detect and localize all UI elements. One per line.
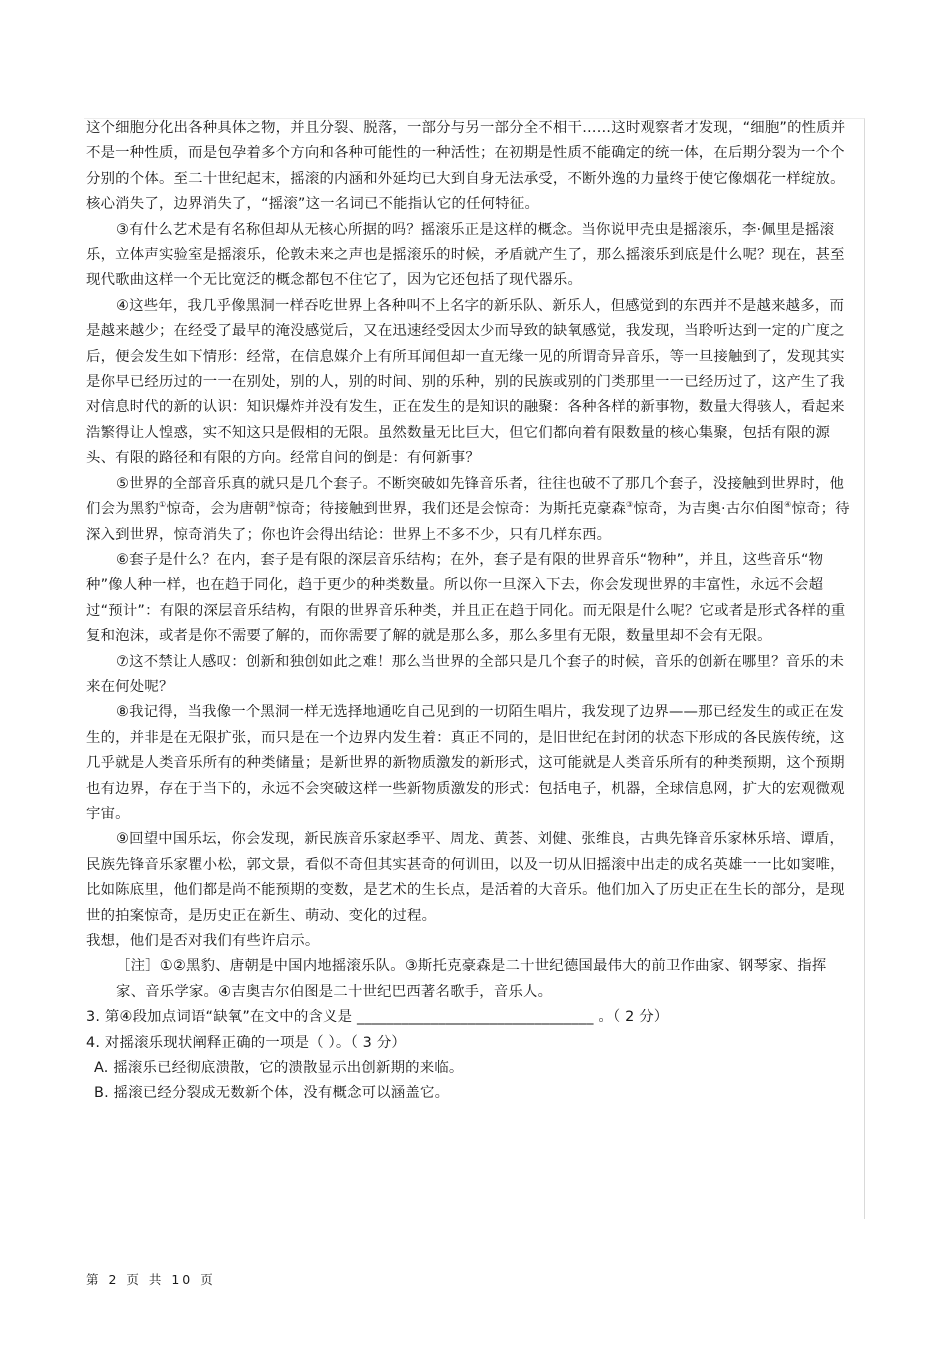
question-4-option-b: B. 摇滚已经分裂成无数新个体，没有概念可以涵盖它。: [94, 1085, 450, 1102]
page-footer: 第 2 页 共 10 页: [86, 1272, 216, 1287]
footnote-block: ［注］①②黑豹、唐朝是中国内地摇滚乐队。③斯托克豪森是二十世纪德国最伟大的前卫作曲家、钢琴家、指挥家、音乐学家。④吉奥吉尔伯图是二十世纪巴西著名歌手，音乐人。: [116, 958, 827, 1000]
paragraph-intro: 这个细胞分化出各种具体之物，并且分裂、脱落，一部分与另一部分全不相干……这时观察者才发现，“细胞”的性质并不是一种性质，而是包孕着多个方向和各种可能性的一种活性；在初期是性质不能确定的统一体，在后期分裂为一个个分别的个体。至二十世纪起末，摇滚的内涵和外延均已大到自身无法承受，不断外逸的力量终于使它像烟花一样绽放。核心消失了，边界消失了，“摇滚”这一名词已不能指认它的任何特征。: [86, 120, 846, 213]
footnote-ref-4: ④: [784, 500, 792, 510]
question-4-option-a: A. 摇滚乐已经彻底溃散，它的溃散显示出创新期的来临。: [94, 1060, 464, 1077]
paragraph-7: ⑦这不禁让人感叹：创新和独创如此之难！那么当世界的全部只是几个套子的时候，音乐的创新在哪里？音乐的未来在何处呢？: [86, 653, 845, 695]
paragraph-5-text-a: ⑤世界的全部音乐真的就只是几个套子。不断突破如先锋音乐者，往往也破不了那几个套子，没接触到世界时，他们会为黑豹: [86, 475, 845, 518]
paragraph-5-text-e: 惊奇；待深入到世界，惊奇消失了；你也许会得出结论：世界上不多不少，只有几样东西。: [86, 501, 850, 543]
footnote-ref-2: ②: [268, 500, 276, 510]
paragraph-9-end: 我想，他们是否对我们有些许启示。: [86, 933, 320, 949]
paragraph-5-text-d: 惊奇，为吉奥·古尔伯图: [633, 501, 785, 518]
document-body: [86, 116, 852, 1107]
paragraph-4: ④这些年，我几乎像黑洞一样吞吃世界上各种叫不上名字的新乐队、新乐人，但感觉到的东西并不是越来越多，而是越来越少；在经受了最早的淹没感觉后，又在迅速经受因太少而导致的缺氧感觉，我发现，当聆听达到一定的广度之后，便会发生如下情形：经常，在信息媒介上有所耳闻但却一直无缘一见的所谓奇异音乐，等一旦接触到了，发现其实是你早已经历过的一一在别处，别的人，别的时间、别的乐种，别的民族或别的门类那里一一已经历过了，这产生了我对信息时代的新的认识：知识爆炸并没有发生，正在发生的是知识的融聚：各种各样的新事物，数量大得骇人，看起来浩繁得让人惶惑，实不知这只是假相的无限。虽然数量无比巨大，但它们都向着有限数量的核心集聚，包括有限的源头、有限的路径和有限的方向。经常自问的倒是：有何新事？: [86, 297, 845, 467]
paragraph-8: ⑧我记得，当我像一个黑洞一样无选择地通吃自己见到的一切陌生唱片，我发现了边界——那已经发生的或正在发生的，并非是在无限扩张，而只是在一个边界内发生着：真正不同的，是旧世纪在封闭的状态下形成的各民族传统，这几乎就是人类音乐所有的种类储量；是新世界的新物质激发的新形式，这可能就是人类音乐所有的种类预期，这个预期也有边界，存在于当下的，永远不会突破这样一些新物质激发的形式：包括电子，机器，全球信息网，扩大的宏观微观宇宙。: [86, 704, 845, 822]
question-3: 3. 第④段加点词语“缺氧”在文中的含义是 ________________________________ 。（ 2 分）: [86, 1009, 669, 1026]
paragraph-5: [86, 472, 852, 548]
paragraph-5-text-c: 惊奇；待接触到世界，我们还是会惊奇：为斯托克豪森: [275, 501, 627, 518]
paragraph-6: ⑥套子是什么？在内，套子是有限的深层音乐结构；在外，套子是有限的世界音乐“物种”，并且，这些音乐“物种”像人种一样，也在趋于同化，趋于更少的种类数量。所以你一旦深入下去，你会发现世界的丰富性，永远不会超过“预计”：有限的深层音乐结构，有限的世界音乐种类，并且正在趋于同化。而无限是什么呢？它或者是形式各样的重复和泡沫，或者是你不需要了解的，而你需要了解的就是那么多，那么多里有无限，数量里却不会有无限。: [86, 551, 846, 645]
footnote-ref-1: ①: [158, 500, 167, 510]
question-4: 4. 对摇滚乐现状阐释正确的一项是（ ）。（ 3 分）: [86, 1034, 406, 1051]
footnote-ref-3: ③: [626, 500, 634, 510]
paragraph-9: ⑨回望中国乐坛，你会发现，新民族音乐家赵季平、周龙、黄荟、刘健、张维良，古典先锋音乐家林乐培、谭盾，民族先锋音乐家瞿小松，郭文景，看似不奇但其实甚奇的何训田，以及一切从旧摇滚中出走的成名英雄一一比如窦唯，比如陈底里，他们都是尚不能预期的变数，是艺术的生长点，是活着的大音乐。他们加入了历史正在生长的部分，是现世的拍案惊奇，是历史正在新生、萌动、变化的过程。: [86, 831, 845, 924]
paragraph-5-text-b: 惊奇，会为唐朝: [166, 501, 269, 518]
paragraph-3: ③有什么艺术是有名称但却从无核心所据的吗？摇滚乐正是这样的概念。当你说甲壳虫是摇滚乐，李·佩里是摇滚乐，立体声实验室是摇滚乐，伦敦未来之声也是摇滚乐的时候，矛盾就产生了，那么摇滚乐到底是什么呢？现在，甚至现代歌曲这样一个无比宽泛的概念都包不住它了，因为它还包括了现代器乐。: [86, 221, 845, 289]
